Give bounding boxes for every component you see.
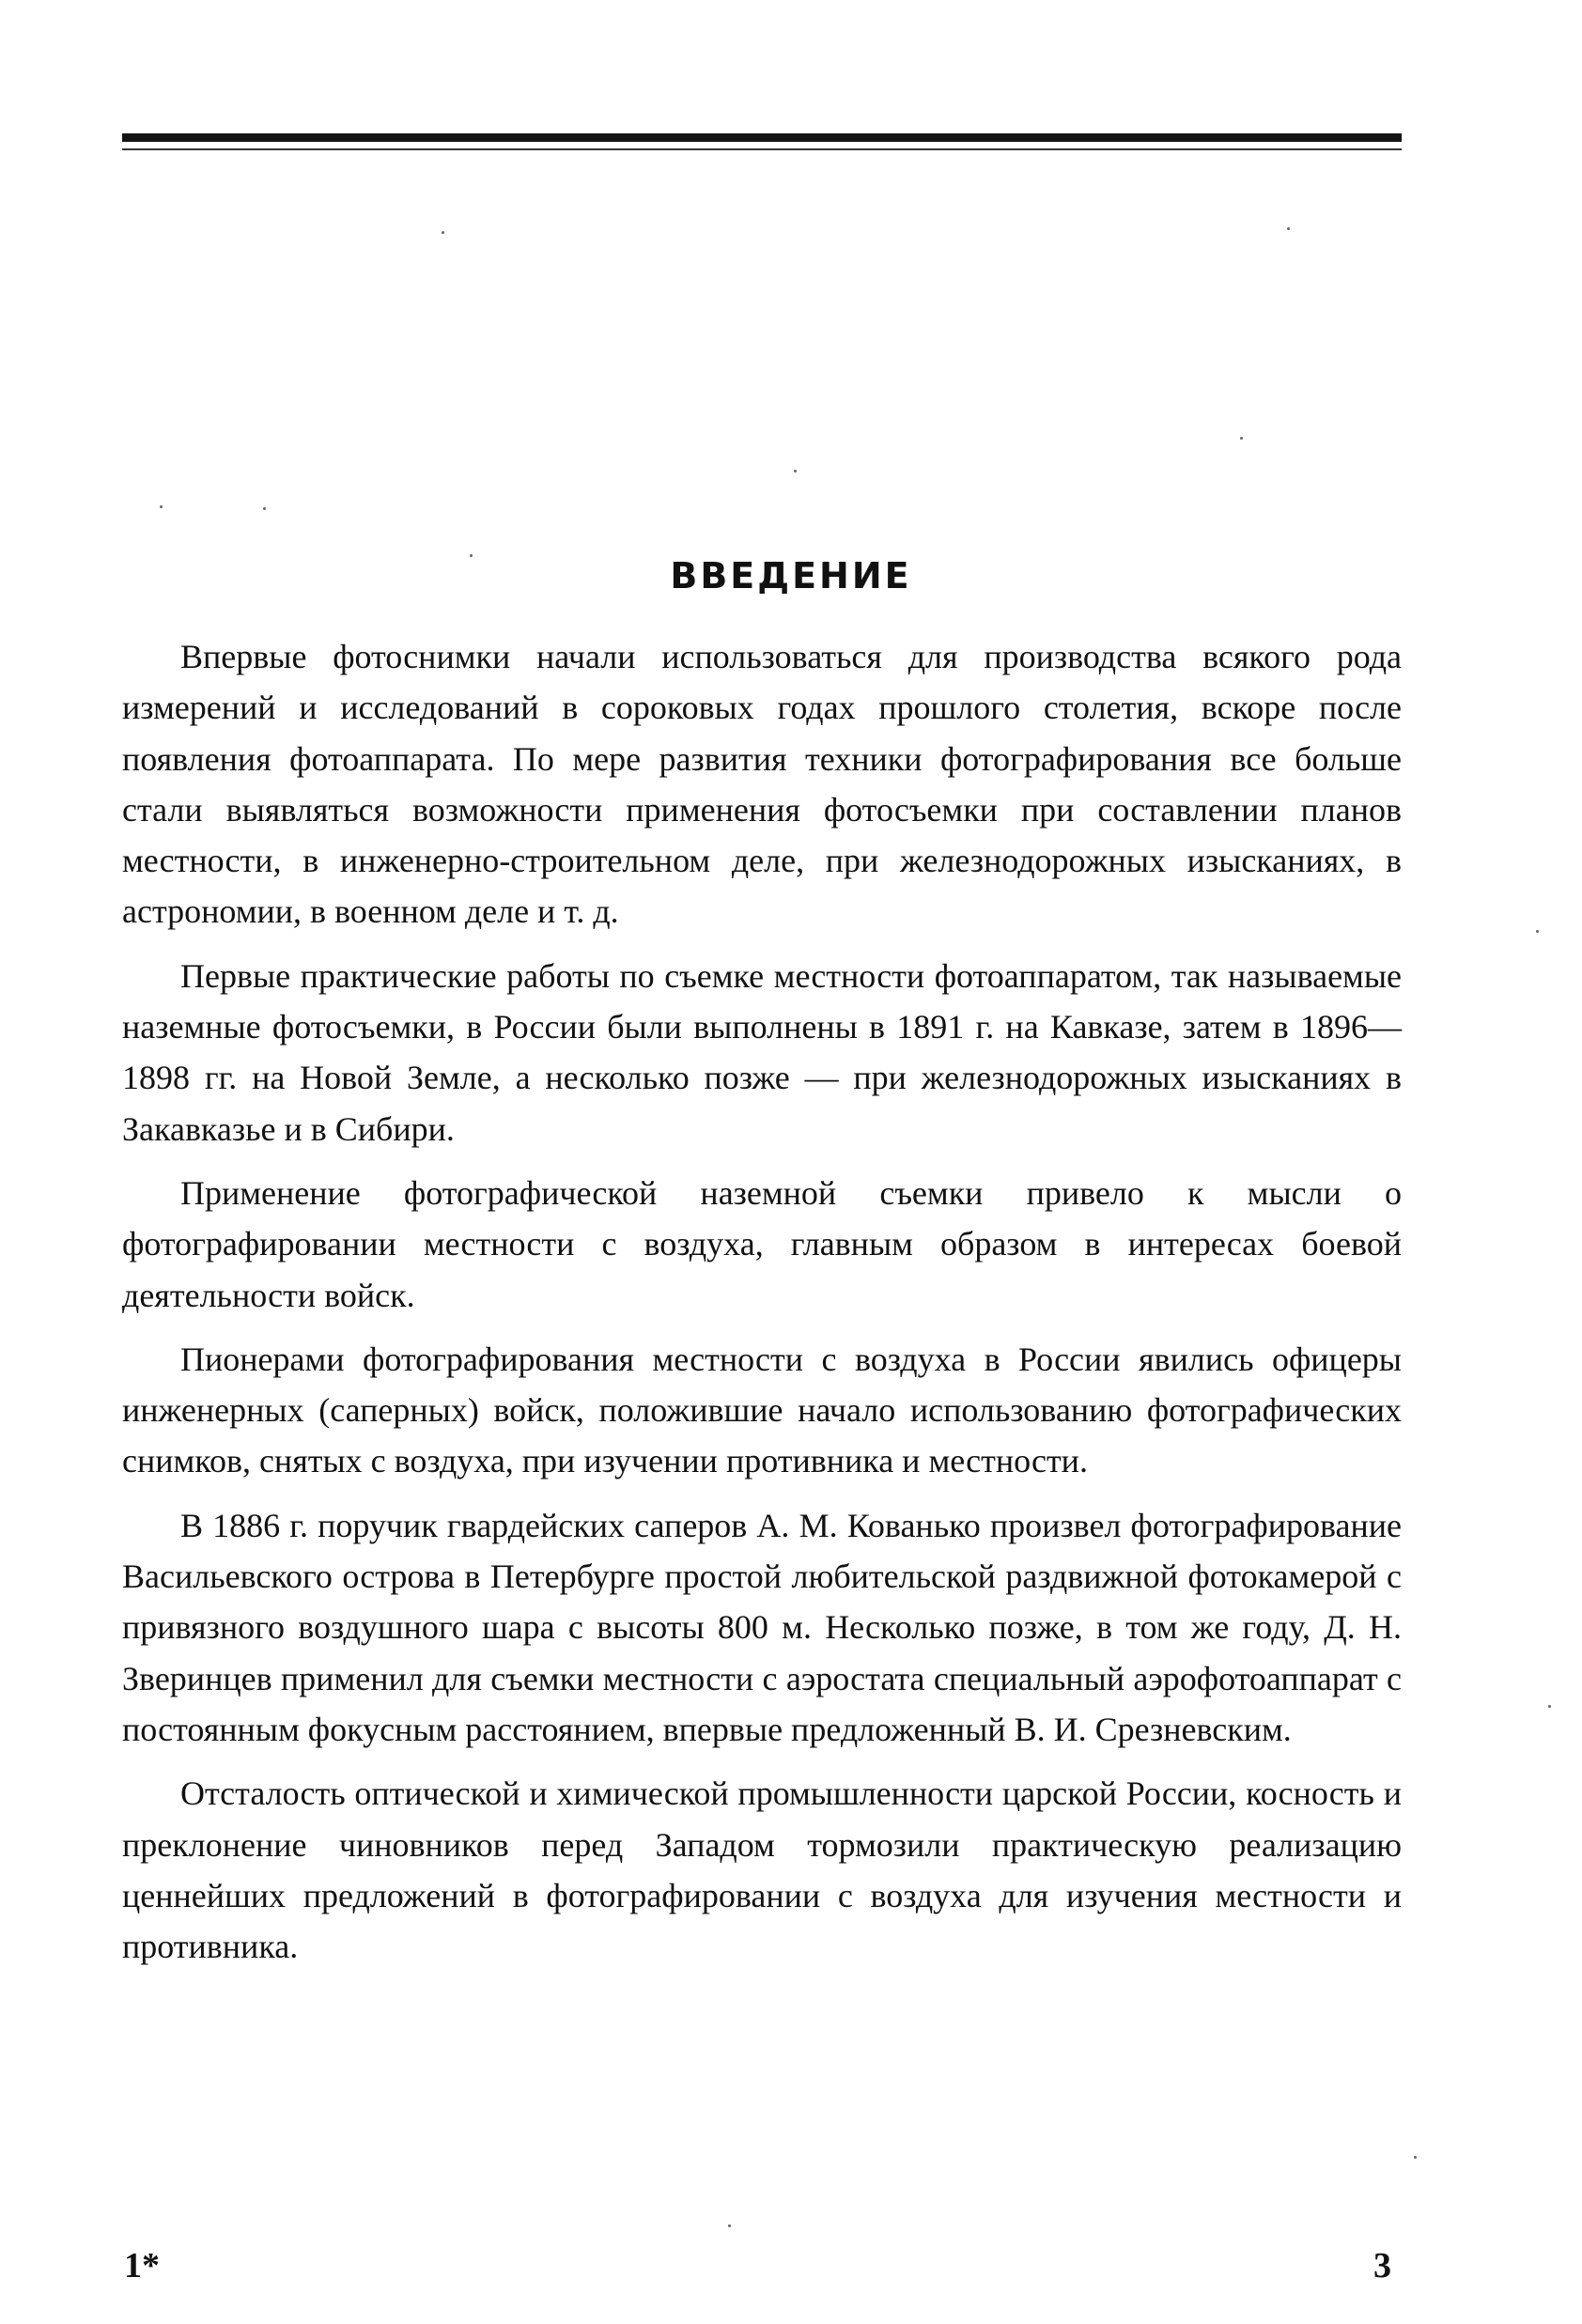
top-rule-thin [122,148,1402,150]
paragraph: Применение фотографической наземной съемки привело к мысли о фотографировании местности с воздуха, главным образом в интересах боевой деятельности войск. [122,1173,1402,1314]
paragraph: В 1886 г. поручик гвардейских саперов А. М. Кованько произвел фотографирование Васильевского острова в Петербурге простой любительской раздвижной фотокамерой с привязного воздушного шара с высоты 800 м. Несколько позже, в том же году, Д. Н. Зверинцев применил для съемки местности с аэростата специальный аэрофотоаппарат с постоянным фокусным расстоянием, впервые предложенный В. И. Срезневским. [122,1506,1402,1748]
page-title: ВВЕДЕНИЕ [670,555,912,596]
scan-speck [1287,227,1290,230]
scan-speck [160,505,163,508]
scan-speck [1240,437,1243,440]
paragraph: Пионерами фотографирования местности с воздуха в России явились офицеры инженерных (саперных) войск, положившие начало использованию фотографических снимков, снятых с воздуха, при изучении противника и местности. [122,1340,1402,1480]
paragraph: Первые практические работы по съемке местности фотоаппаратом, так называемые наземные фотосъемки, в России были выполнены в 1891 г. на Кавказе, затем в 1896—1898 гг. на Новой Земле, а несколько позже — при железнодорожных изысканиях в Закавказье и в Сибири. [122,956,1402,1148]
paragraph: Впервые фотоснимки начали использоваться для производства всякого рода измерений и исследований в сороковых годах прошлого столетия, вскоре после появления фотоаппарата. По мере развития техники фотографирования все больше стали выявляться возможности применения фотосъемки при составлении планов местности, в инженерно-строительном деле, при железнодорожных изысканиях, в астрономии, в военном деле и т. д. [122,638,1402,931]
scan-speck [1536,930,1539,933]
scan-speck [1548,1705,1551,1708]
scan-speck [794,470,797,473]
body-text [122,631,1402,1985]
paragraph: Отсталость оптической и химической промышленности царской России, косность и преклонение чиновников перед Западом тормозили практическую реализацию ценнейших предложений в фотографировании с воздуха для изучения местности и противника. [122,1774,1402,1966]
scan-speck [728,2224,731,2227]
top-rule-thick [122,133,1402,142]
scan-speck [263,507,266,510]
scan-speck [1414,2156,1417,2159]
signature-mark: 1* [124,2246,160,2285]
page-number: 3 [1373,2246,1391,2285]
scan-speck [442,231,444,234]
